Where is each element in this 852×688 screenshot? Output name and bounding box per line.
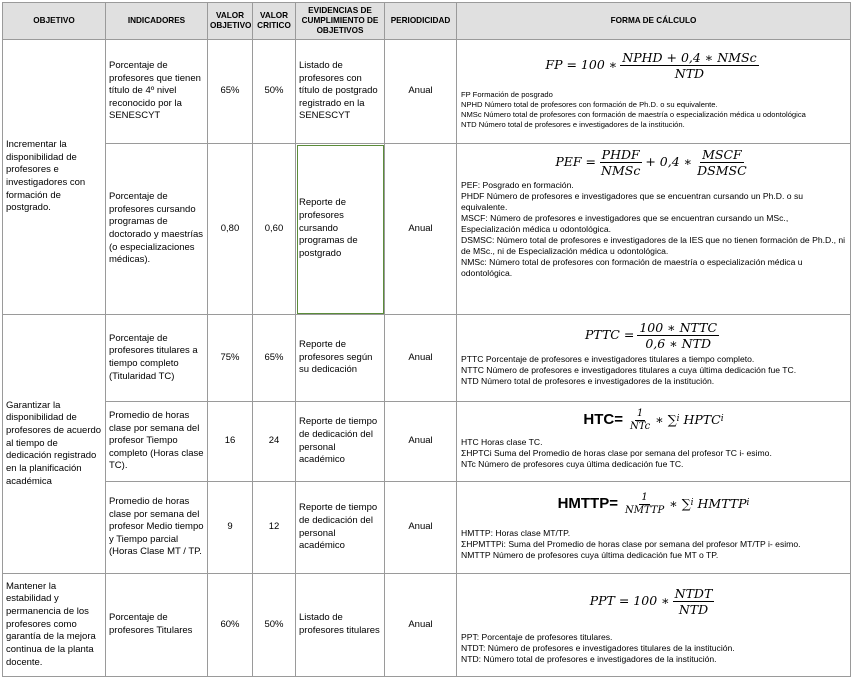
formula-definition: HTC Horas clase TC. bbox=[461, 437, 543, 447]
formula-sum-symbol: ∗ ∑ bbox=[669, 495, 691, 511]
formula-numerator: PHDF bbox=[601, 146, 640, 162]
header-periodicidad: PERIODICIDAD bbox=[385, 3, 457, 40]
formula-definition: ΣHPMTTPi: Suma del Promedio de horas clase por semana del profesor MT/TP i- esimo. bbox=[461, 539, 801, 549]
formula-term-index: i bbox=[746, 498, 750, 509]
formula-fraction bbox=[637, 320, 719, 351]
table-row bbox=[3, 144, 851, 315]
periodicity-cell: Anual bbox=[385, 402, 457, 482]
table-row bbox=[3, 402, 851, 482]
valor-critico-cell: 0,60 bbox=[253, 144, 296, 315]
table-row bbox=[3, 40, 851, 144]
formula-definition: NTD: Número total de profesores e investigadores de la institución. bbox=[461, 654, 717, 664]
formula-equation bbox=[461, 484, 846, 524]
formula-term-index: i bbox=[720, 414, 724, 425]
formula-definition: NTDT: Número de profesores e investigadores titulares de la institución. bbox=[461, 643, 735, 653]
periodicity-cell: Anual bbox=[385, 482, 457, 574]
formula-definition: NMTTP Número de profesores cuya última dedicación fue MT o TP. bbox=[461, 550, 719, 560]
formula-term: HMTTP bbox=[697, 495, 747, 511]
header-valor-objetivo: VALOR OBJETIVO bbox=[208, 3, 253, 40]
formula-fraction bbox=[695, 147, 749, 178]
formula-numerator: NPHD + 0,4 ∗ NMSc bbox=[622, 49, 757, 65]
periodicity-cell: Anual bbox=[385, 315, 457, 402]
formula-definition: MSCF: Número de profesores e investigadores que se encuentran cursando un MSc., Especialización médica u odontológica. bbox=[461, 213, 789, 234]
formula-numerator: 100 ∗ NTTC bbox=[639, 319, 718, 335]
formula-denominator: NTD bbox=[678, 601, 709, 617]
evidence-cell: Listado de profesores titulares bbox=[296, 574, 385, 677]
objective-cell: Mantener la estabilidad y permanencia de los profesores como garantía de la mejora continua de la planta docente. bbox=[3, 574, 106, 677]
periodicity-cell: Anual bbox=[385, 574, 457, 677]
table-row bbox=[3, 482, 851, 574]
formula-definition: ΣHPTCi Suma del Promedio de horas clase por semana del profesor TC i- esimo. bbox=[461, 448, 772, 458]
formula-numerator: NTDT bbox=[674, 585, 713, 601]
formula-definition: NTc Número de profesores cuya última dedicación fue TC. bbox=[461, 459, 684, 469]
indicator-cell: Porcentaje de profesores titulares a tiempo completo (Titularidad TC) bbox=[106, 315, 208, 402]
formula-lhs: PEF = bbox=[555, 153, 597, 169]
formula-sum-index: i bbox=[676, 414, 680, 425]
formula-numerator: MSCF bbox=[702, 146, 742, 162]
evidence-cell: Listado de profesores con título de postgrado registrado en la SENESCYT bbox=[296, 40, 385, 144]
indicator-cell: Promedio de horas clase por semana del profesor Tiempo completo (Horas clase TC). bbox=[106, 402, 208, 482]
formula-denominator: NMTTP bbox=[624, 504, 665, 516]
formula-numerator: 1 bbox=[641, 491, 648, 503]
evidence-cell: Reporte de profesores cursando programas de postgrado bbox=[296, 144, 385, 315]
formula-definition: PPT: Porcentaje de profesores titulares. bbox=[461, 632, 613, 642]
header-row bbox=[3, 3, 851, 40]
formula-term: HPTC bbox=[683, 411, 721, 427]
formula-equation bbox=[461, 42, 846, 88]
formula-cell bbox=[457, 40, 851, 144]
indicator-cell: Promedio de horas clase por semana del profesor Medio tiempo y Tiempo parcial (Horas Clase MT / TP. bbox=[106, 482, 208, 574]
valor-objetivo-cell: 16 bbox=[208, 402, 253, 482]
evidence-cell: Reporte de tiempo de dedicación del personal académico bbox=[296, 482, 385, 574]
periodicity-cell: Anual bbox=[385, 40, 457, 144]
valor-critico-cell: 24 bbox=[253, 402, 296, 482]
valor-critico-cell: 50% bbox=[253, 40, 296, 144]
formula-fraction bbox=[623, 492, 666, 517]
formula-numerator: 1 bbox=[636, 407, 644, 419]
valor-critico-cell: 65% bbox=[253, 315, 296, 402]
formula-equation bbox=[461, 146, 846, 178]
formula-lhs: FP = 100 ∗ bbox=[545, 56, 618, 72]
indicator-cell: Porcentaje de profesores cursando programas de doctorado y maestrías (o especializaciones médicas). bbox=[106, 144, 208, 315]
formula-definition: FP Formación de posgrado bbox=[461, 90, 553, 99]
valor-objetivo-cell: 9 bbox=[208, 482, 253, 574]
formula-definition: NPHD Número total de profesores con formación de Ph.D. o su equivalente. bbox=[461, 100, 718, 110]
formula-cell bbox=[457, 482, 851, 574]
header-indicadores: INDICADORES bbox=[106, 3, 208, 40]
formula-lhs: PTTC = bbox=[584, 326, 635, 342]
valor-objetivo-cell: 75% bbox=[208, 315, 253, 402]
evidence-cell: Reporte de profesores según su dedicación bbox=[296, 315, 385, 402]
formula-cell bbox=[457, 574, 851, 677]
objective-cell: Garantizar la disponibilidad de profesores de acuerdo al tiempo de dedicación registrado en la planificación académica bbox=[3, 315, 106, 574]
formula-definition: NTD Número total de profesores e investigadores de la institución. bbox=[461, 120, 685, 130]
formula-denominator: NTc bbox=[629, 420, 651, 432]
table-row bbox=[3, 315, 851, 402]
valor-critico-cell: 50% bbox=[253, 574, 296, 677]
indicator-cell: Porcentaje de profesores que tienen título de 4º nivel reconocido por la SENESCYT bbox=[106, 40, 208, 144]
valor-objetivo-cell: 60% bbox=[208, 574, 253, 677]
formula-cell bbox=[457, 144, 851, 315]
formula-definition: PEF: Posgrado en formación. bbox=[461, 180, 574, 190]
periodicity-cell: Anual bbox=[385, 144, 457, 315]
header-objetivo: OBJETIVO bbox=[3, 3, 106, 40]
formula-denominator: NTD bbox=[674, 65, 705, 81]
formula-sum-symbol: ∗ ∑ bbox=[655, 411, 677, 427]
formula-definition: NTD Número total de profesores e investigadores de la institución. bbox=[461, 376, 715, 386]
formula-definition: HMTTP: Horas clase MT/TP. bbox=[461, 528, 571, 538]
formula-fraction bbox=[628, 408, 652, 433]
formula-definition: NMSc Número total de profesores con formación de maestría o especialización médica u odontológica bbox=[461, 110, 806, 120]
formula-denominator: 0,6 ∗ NTD bbox=[645, 335, 711, 351]
formula-denominator: DSMSC bbox=[697, 162, 747, 178]
evidence-cell: Reporte de tiempo de dedicación del personal académico bbox=[296, 402, 385, 482]
formula-definition: DSMSC: Número total de profesores e investigadores de la IES que no tienen formación de Ph.D., ni de MSc., ni de Especialización médica u odontológica. bbox=[461, 235, 846, 256]
header-valor-critico: VALOR CRITICO bbox=[253, 3, 296, 40]
formula-definition: PHDF Número de profesores e investigadores que se encuentran cursando un Ph.D. o su equivalente. bbox=[461, 191, 804, 212]
formula-fraction bbox=[673, 586, 715, 617]
formula-label: HTC= bbox=[583, 411, 623, 429]
formula-fraction bbox=[599, 147, 642, 178]
valor-objetivo-cell: 0,80 bbox=[208, 144, 253, 315]
indicator-cell: Porcentaje de profesores Titulares bbox=[106, 574, 208, 677]
header-evidencias: EVIDENCIAS DE CUMPLIMIENTO DE OBJETIVOS bbox=[296, 3, 385, 40]
formula-label: HMTTP= bbox=[557, 495, 618, 513]
formula-definition: NTTC Número de profesores e investigadores titulares a cuya última dedicación fue TC. bbox=[461, 365, 797, 375]
formula-equation bbox=[461, 404, 846, 436]
table-row bbox=[3, 574, 851, 677]
formula-equation bbox=[461, 317, 846, 353]
formula-definition: NMSc: Número total de profesores con formación de maestría o especialización médica u odontológica. bbox=[461, 257, 803, 278]
formula-middle: + 0,4 ∗ bbox=[645, 153, 693, 169]
indicators-table bbox=[2, 2, 851, 677]
formula-fraction bbox=[620, 50, 758, 81]
formula-denominator: NMSc bbox=[601, 162, 641, 178]
formula-cell bbox=[457, 315, 851, 402]
formula-equation bbox=[461, 576, 846, 626]
header-forma-calculo: FORMA DE CÁLCULO bbox=[457, 3, 851, 40]
formula-cell bbox=[457, 402, 851, 482]
objective-cell: Incrementar la disponibilidad de profesores e investigadores con formación de postgrado. bbox=[3, 40, 106, 315]
valor-objetivo-cell: 65% bbox=[208, 40, 253, 144]
valor-critico-cell: 12 bbox=[253, 482, 296, 574]
formula-sum-index: i bbox=[690, 498, 694, 509]
formula-lhs: PPT = 100 ∗ bbox=[589, 592, 670, 608]
formula-definition: PTTC Porcentaje de profesores e investigadores titulares a tiempo completo. bbox=[461, 354, 755, 364]
